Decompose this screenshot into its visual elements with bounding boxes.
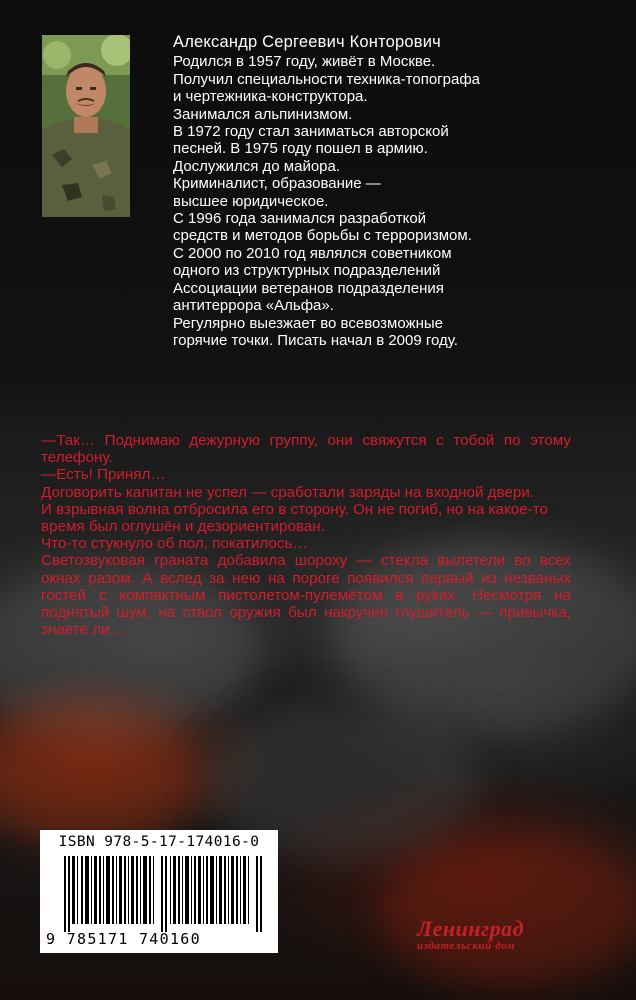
bio-line: Родился в 1957 году, живёт в Москве. bbox=[173, 53, 436, 71]
publisher-logo bbox=[417, 918, 597, 952]
bio-line: одного из структурных подразделений bbox=[173, 262, 441, 280]
excerpt-line: И взрывная волна отбросила его в сторону. Он не погиб, но на какое-то bbox=[41, 500, 548, 518]
barcode-icon bbox=[64, 856, 264, 932]
publisher-subtitle: издательский дом bbox=[417, 940, 516, 952]
isbn-barcode-box bbox=[40, 830, 278, 953]
isbn-label: ISBN 978-5-17-174016-0 bbox=[58, 834, 260, 850]
bio-line: средств и методов борьбы с терроризмом. bbox=[173, 227, 472, 245]
author-photo bbox=[42, 35, 130, 217]
excerpt-line: окнах разом. А вслед за нею на пороге появился первый из незваных bbox=[41, 569, 571, 587]
bio-line: Получил специальности техника-топографа bbox=[173, 70, 481, 88]
excerpt-line: —Так… Поднимаю дежурную группу, они свяжутся с тобой по этому bbox=[41, 432, 571, 449]
bio-line: горячие точки. Писать начал в 2009 году. bbox=[173, 331, 458, 349]
excerpt-line: —Есть! Принял… bbox=[41, 466, 166, 484]
excerpt-line: гостей с компактным пистолетом-пулемётом в руках. Несмотря на bbox=[41, 586, 571, 604]
excerpt-line: телефону. bbox=[41, 449, 113, 467]
bio-line: Занимался альпинизмом. bbox=[173, 105, 353, 123]
bio-line: С 1996 года занимался разработкой bbox=[173, 210, 427, 228]
book-excerpt bbox=[41, 432, 571, 638]
bio-line: высшее юридическое. bbox=[173, 192, 329, 210]
excerpt-line: поднятый шум, на ствол оружия был накручен глушитель — привычка, bbox=[41, 604, 571, 622]
bio-line: Регулярно выезжает во всевозможные bbox=[173, 314, 443, 332]
excerpt-line: Что-то стукнуло об пол, покатилось… bbox=[41, 535, 308, 553]
bio-line: антитеррора «Альфа». bbox=[173, 297, 334, 315]
barcode-digits: 9 785171 740160 bbox=[46, 930, 201, 948]
author-portrait-image bbox=[42, 35, 130, 217]
bio-line: и чертежника-конструктора. bbox=[173, 88, 368, 106]
excerpt-line: время был оглушён и дезориентирован. bbox=[41, 518, 325, 536]
excerpt-line: Светозвуковая граната добавила шороху — стекла вылетели во всех bbox=[41, 552, 571, 570]
bio-line: В 1972 году стал заниматься авторской bbox=[173, 123, 449, 141]
bio-line: песней. В 1975 году пошел в армию. bbox=[173, 140, 428, 158]
bio-line: Криминалист, образование — bbox=[173, 175, 381, 193]
excerpt-line: Договорить капитан не успел — сработали заряды на входной двери. bbox=[41, 483, 535, 501]
author-name: Александр Сергеевич Конторович bbox=[173, 33, 441, 51]
bio-line: Ассоциации ветеранов подразделения bbox=[173, 279, 444, 297]
publisher-name: Ленинград bbox=[417, 916, 525, 941]
fire-glow bbox=[380, 830, 636, 990]
author-bio bbox=[173, 34, 613, 349]
bio-line: С 2000 по 2010 год являлся советником bbox=[173, 244, 452, 262]
excerpt-line: знаете ли… bbox=[41, 621, 125, 639]
bio-line: Дослужился до майора. bbox=[173, 157, 341, 175]
